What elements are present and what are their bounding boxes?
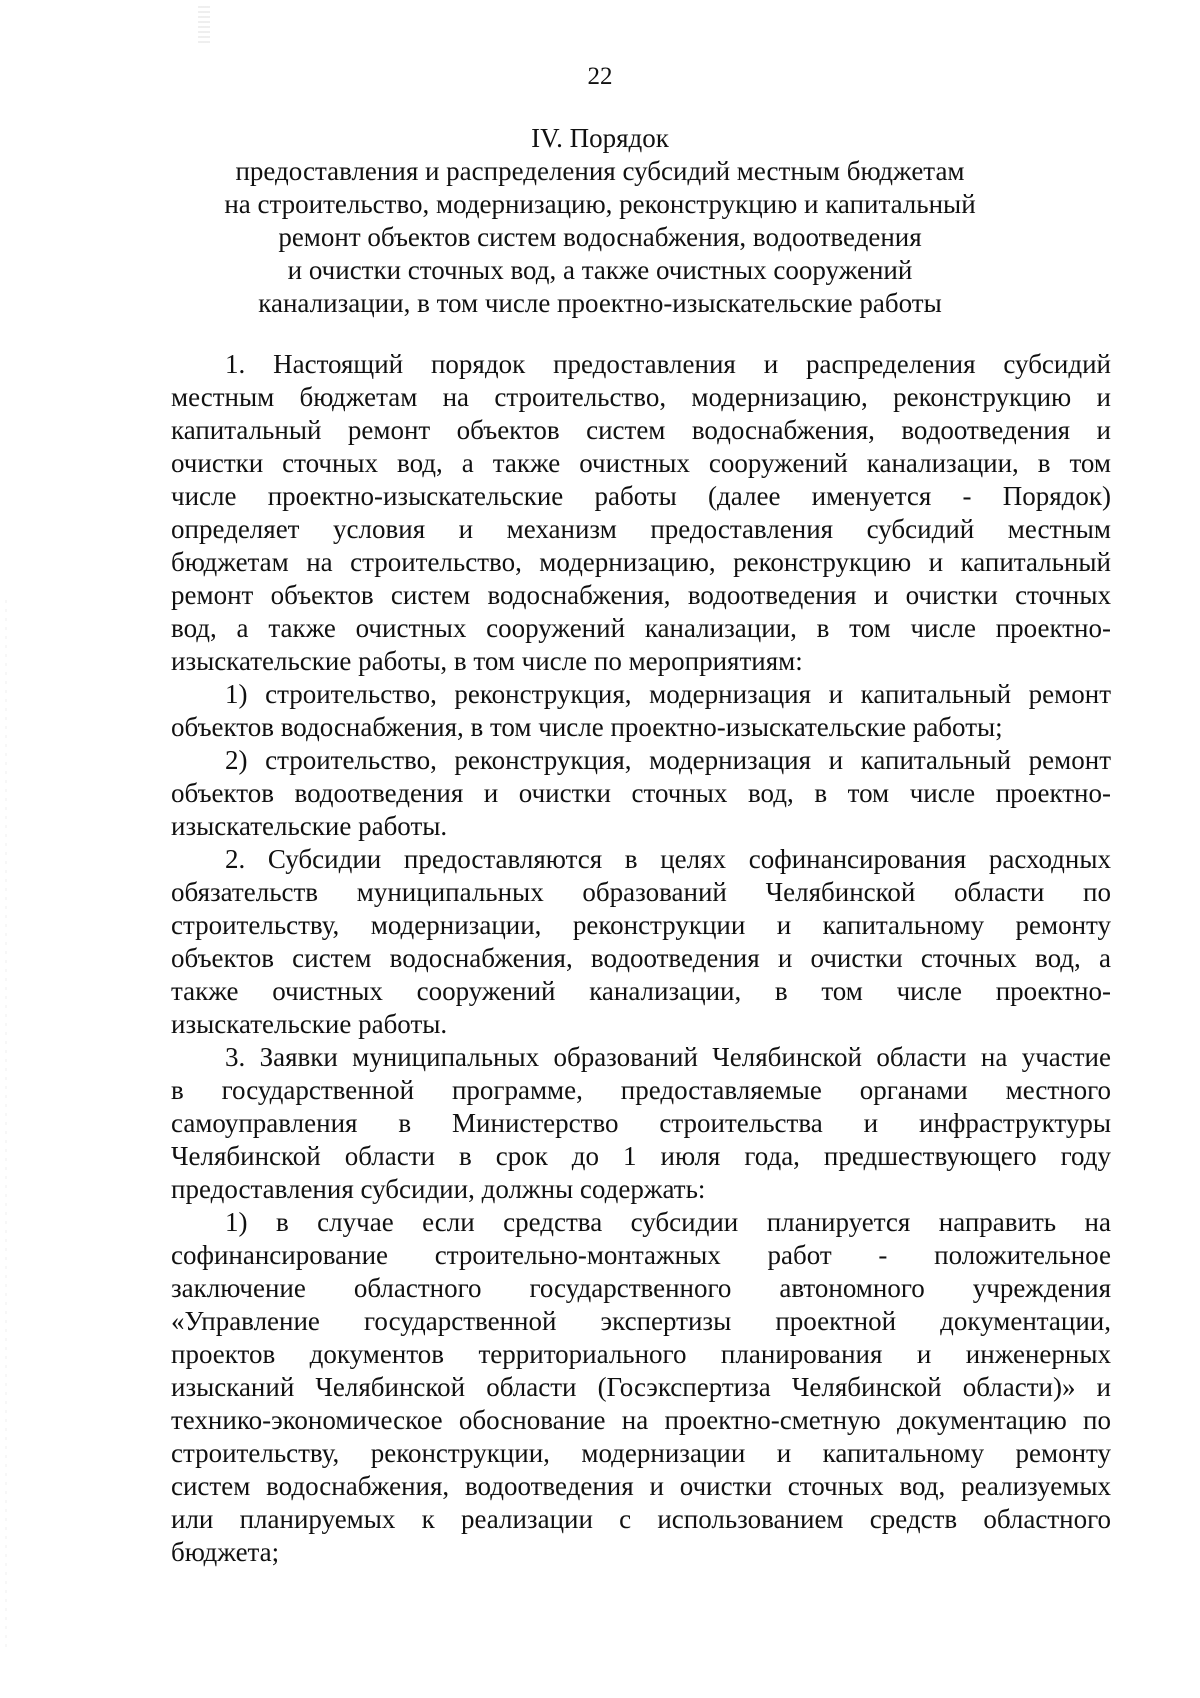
paragraph-3-line: в государственной программе, предоставляемые органами местного <box>171 1075 1111 1105</box>
subitem-1-line: изысканий Челябинской области (Госэкспертиза Челябинской области)» и <box>171 1372 1111 1402</box>
paragraph-3-line: Челябинской области в срок до 1 июля года, предшествующего году <box>171 1141 1111 1171</box>
subitem-1-line: «Управление государственной экспертизы проектной документации, <box>171 1306 1111 1336</box>
paragraph-1-line: 1. Настоящий порядок предоставления и распределения субсидий <box>225 349 1111 379</box>
section-title <box>0 122 1200 320</box>
paragraph-1-line: определяет условия и механизм предоставления субсидий местным <box>171 514 1111 544</box>
section-subtitle-line: ремонт объектов систем водоснабжения, водоотведения <box>278 222 922 252</box>
paragraph-2-line: строительству, модернизации, реконструкции и капитальному ремонту <box>171 910 1111 940</box>
paragraph-1-line: бюджетам на строительство, модернизацию, реконструкцию и капитальный <box>171 547 1111 577</box>
paragraph-3-line: предоставления субсидии, должны содержать: <box>171 1174 706 1204</box>
paragraph-3-line: 3. Заявки муниципальных образований Челябинской области на участие <box>225 1042 1111 1072</box>
page-number: 22 <box>587 63 613 90</box>
paragraph-1-line: местным бюджетам на строительство, модернизацию, реконструкцию и <box>171 382 1111 412</box>
subitem-1-line: проектов документов территориального планирования и инженерных <box>171 1339 1111 1369</box>
section-subtitle-line: канализации, в том числе проектно-изыскательские работы <box>258 288 942 318</box>
scan-artifact <box>198 6 210 46</box>
subitem-1-line: технико-экономическое обоснование на проектно-сметную документацию по <box>171 1405 1111 1435</box>
paragraph-2-line: изыскательские работы. <box>171 1009 448 1039</box>
paragraph-3-line: самоуправления в Министерство строительства и инфраструктуры <box>171 1108 1111 1138</box>
subitem-1-line: заключение областного государственного автономного учреждения <box>171 1273 1111 1303</box>
subitem-1-line: строительству, реконструкции, модернизации и капитальному ремонту <box>171 1438 1111 1468</box>
paragraph-1-line: очистки сточных вод, а также очистных сооружений канализации, в том <box>171 448 1111 478</box>
list-item-2-line: изыскательские работы. <box>171 811 448 841</box>
section-subtitle-line: и очистки сточных вод, а также очистных сооружений <box>287 255 913 285</box>
paragraph-2-line: также очистных сооружений канализации, в том числе проектно- <box>171 976 1111 1006</box>
paragraph-1-line: числе проектно-изыскательские работы (далее именуется - Порядок) <box>171 481 1111 511</box>
scan-edge-artifact <box>5 600 7 1650</box>
list-item-2-line: объектов водоотведения и очистки сточных вод, в том числе проектно- <box>171 778 1111 808</box>
paragraph-2-line: обязательств муниципальных образований Челябинской области по <box>171 877 1111 907</box>
subitem-1-line: 1) в случае если средства субсидии планируется направить на <box>225 1207 1111 1237</box>
section-subtitle-line: на строительство, модернизацию, реконструкцию и капитальный <box>224 189 976 219</box>
subitem-1-line: систем водоснабжения, водоотведения и очистки сточных вод, реализуемых <box>171 1471 1111 1501</box>
subitem-1-line: бюджета; <box>171 1537 280 1567</box>
section-heading: IV. Порядок <box>531 123 669 153</box>
document-body <box>171 348 1111 1569</box>
list-item-2-line: 2) строительство, реконструкция, модернизация и капитальный ремонт <box>225 745 1111 775</box>
section-subtitle-line: предоставления и распределения субсидий местным бюджетам <box>235 156 965 186</box>
subitem-1-line: или планируемых к реализации с использованием средств областного <box>171 1504 1111 1534</box>
paragraph-1-line: изыскательские работы, в том числе по мероприятиям: <box>171 646 803 676</box>
paragraph-2-line: 2. Субсидии предоставляются в целях софинансирования расходных <box>225 844 1111 874</box>
list-item-1-line: объектов водоснабжения, в том числе проектно-изыскательские работы; <box>171 712 1003 742</box>
paragraph-1-line: ремонт объектов систем водоснабжения, водоотведения и очистки сточных <box>171 580 1111 610</box>
paragraph-1-line: вод, а также очистных сооружений канализации, в том числе проектно- <box>171 613 1111 643</box>
paragraph-1-line: капитальный ремонт объектов систем водоснабжения, водоотведения и <box>171 415 1111 445</box>
list-item-1-line: 1) строительство, реконструкция, модернизация и капитальный ремонт <box>225 679 1111 709</box>
subitem-1-line: софинансирование строительно-монтажных работ - положительное <box>171 1240 1111 1270</box>
paragraph-2-line: объектов систем водоснабжения, водоотведения и очистки сточных вод, а <box>171 943 1111 973</box>
